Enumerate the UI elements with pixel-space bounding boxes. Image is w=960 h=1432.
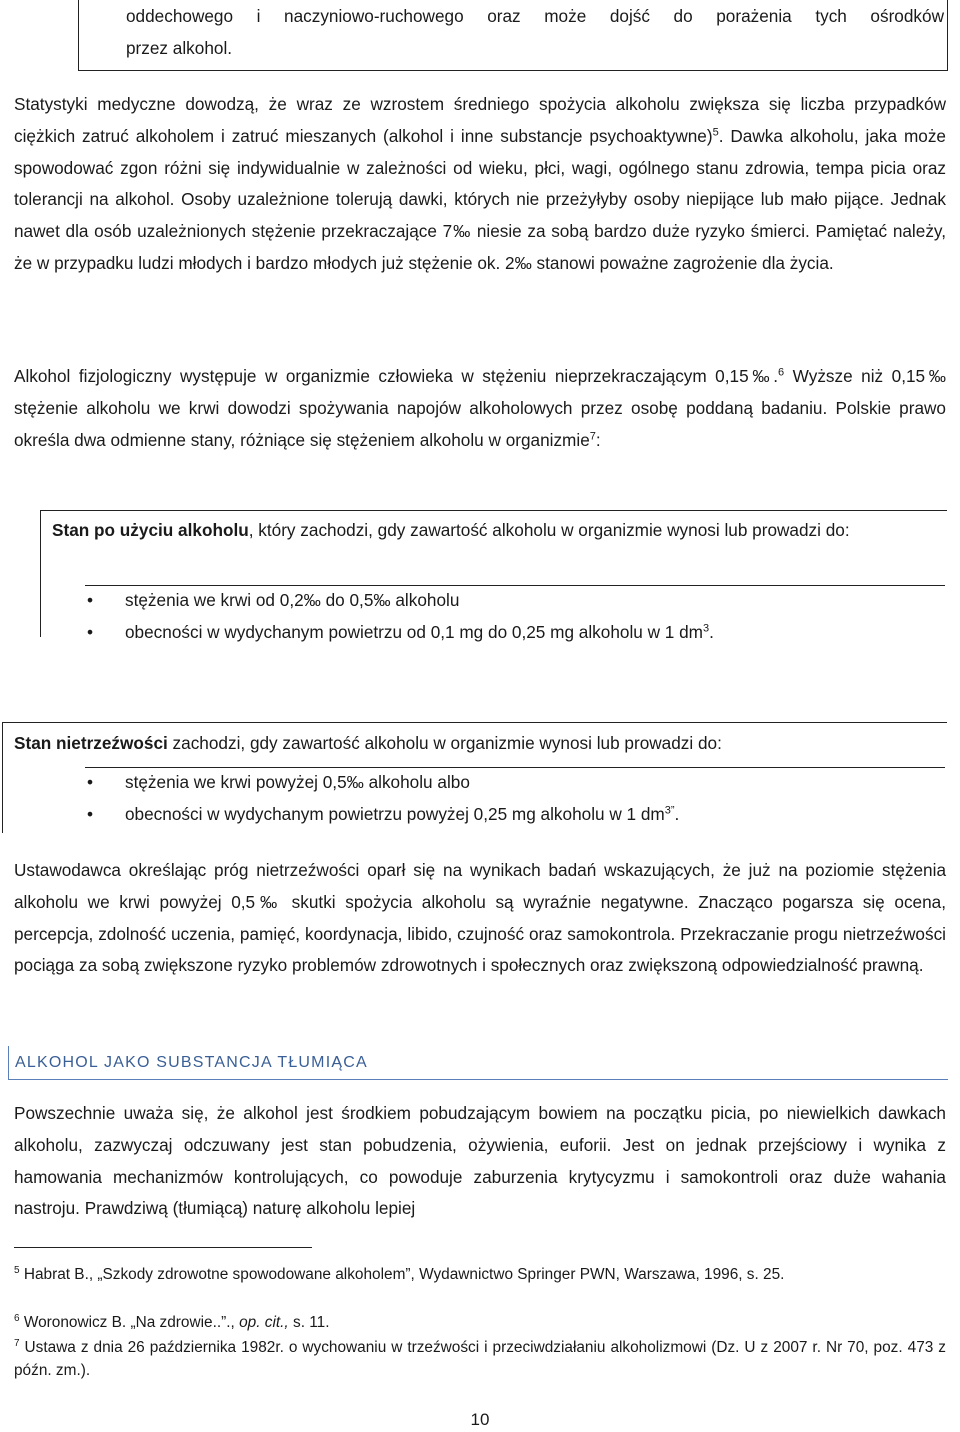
footnote-ref-6: 6	[778, 366, 785, 379]
definition-after-use-text: Stan po użyciu alkoholu, który zachodzi, gdy zawartość alkoholu w organizmie wynosi lub prowadzi do:	[52, 520, 850, 540]
footnote-ref-5: 5	[712, 126, 719, 139]
definition-after-use-title: Stan po użyciu alkoholu	[52, 520, 249, 540]
paragraph-legislator: Ustawodawca określając próg nietrzeźwości oparł się na wynikach badań wskazujących, że już na poziomie stężenia alkoholu we krwi powyżej 0,5‰ skutki spożycia alkoholu są wyraźnie negatywne. Znacząco pogarsza się ocena, percepcja, zdolność uczenia, pamięć, koordynacja, libido, czujność oraz samokontrola. Przekraczanie progu nietrzeźwości pociąga za sobą zwiększone ryzyko problemów zdrowotnych i społecznych oraz zwiększoną odpowiedzialność prawną.	[14, 860, 946, 976]
paragraph-physiological-alcohol: Alkohol fizjologiczny występuje w organizmie człowieka w stężeniu nieprzekraczającym 0,15‰.$^6$ Wyższe niż 0,15‰ stężenie alkoholu we krwi dowodzi spożywania napojów alkoholowych przez osobę poddaną badaniu. Polskie prawo określa dwa odmienne stany, różniące się stężeniem alkoholu w organizmie$^7$:	[14, 366, 946, 450]
bullet: •	[87, 804, 94, 824]
after-use-list	[87, 585, 945, 649]
footnote-7: $^7$ Ustawa z dnia 26 października 1982r. o wychowaniu w trzeźwości i przeciwdziałaniu alkoholizmowi (Dz. U z 2007 r. Nr 70, poz. 473 z późn. zm.).	[14, 1337, 946, 1379]
intoxication-list	[87, 767, 945, 831]
bullet: •	[87, 622, 94, 642]
bullet: •	[87, 590, 94, 610]
footnote-6: $^6$ Woronowicz B. „Na zdrowie..”., op. cit., s. 11.	[14, 1312, 330, 1331]
bullet: •	[87, 772, 94, 792]
list-item: • obecności w wydychanym powietrzu od 0,1 mg do 0,25 mg alkoholu w 1 $dm^3$.	[125, 617, 945, 649]
paragraph-depressant: Powszechnie uważa się, że alkohol jest środkiem pobudzającym bowiem na początku picia, po niewielkich dawkach alkoholu, zazwyczaj odczuwany jest stan pobudzenia, ożywienia, euforii. Jest on jednak przejściowy i wynika z hamowania mechanizmów kontrolujących, co powoduje zaburzenia krytycyzmu i samokontroli oraz duże wahania nastroju. Prawdziwą (tłumiącą) naturę alkoholu lepiej	[14, 1103, 946, 1219]
definition-box-intoxication	[2, 722, 947, 833]
list-item: • stężenia we krwi powyżej 0,5‰ alkoholu albo	[125, 767, 945, 799]
page-number: 10	[470, 1410, 490, 1429]
list-item: • obecności w wydychanym powietrzu powyżej 0,25 mg alkoholu w 1 $dm^{3”}$.	[125, 799, 945, 831]
footnote-separator	[14, 1247, 312, 1248]
definition-box-after-use	[40, 510, 947, 642]
list-item: • stężenia we krwi od 0,2‰ do 0,5‰ alkoholu	[125, 585, 945, 617]
top-box-line-1: oddechowego i naczyniowo-ruchowego oraz może dojść do porażenia tych ośrodków	[126, 6, 944, 26]
section-heading: ALKOHOL JAKO SUBSTANCJA TŁUMIĄCA	[8, 1046, 948, 1080]
definition-intoxication-title: Stan nietrzeźwości	[14, 733, 168, 753]
definition-intoxication-text: Stan nietrzeźwości zachodzi, gdy zawartość alkoholu w organizmie wynosi lub prowadzi do:	[14, 733, 722, 753]
footnote-ref-7: 7	[589, 429, 596, 442]
top-quote-box	[78, 0, 948, 71]
top-box-line-2: przez alkohol.	[126, 38, 233, 58]
paragraph-statistics: Statystyki medyczne dowodzą, że wraz ze wzrostem średniego spożycia alkoholu zwiększa się liczba przypadków ciężkich zatruć alkoholem i zatruć mieszanych (alkohol i inne substancje psychoaktywne)$^5$. Dawka alkoholu, jaka może spowodować zgon różni się indywidualnie w zależności od wieku, płci, wagi, ogólnego stanu zdrowia, tempa picia oraz tolerancji na alkohol. Osoby uzależnione tolerują dawki, których nie przeżyłyby osoby niepijące lub mało pijące. Jednak nawet dla osób uzależnionych stężenie przekraczające 7‰ niesie za sobą bardzo duże ryzyko śmierci. Pamiętać należy, że w przypadku ludzi młodych i bardzo młodych już stężenie ok. 2‰ stanowi poważne zagrożenie dla życia.	[14, 94, 946, 273]
footnote-5: $^5$ Habrat B., „Szkody zdrowotne spowodowane alkoholem”, Wydawnictwo Springer PWN, Warszawa, 1996, s. 25.	[14, 1264, 785, 1283]
